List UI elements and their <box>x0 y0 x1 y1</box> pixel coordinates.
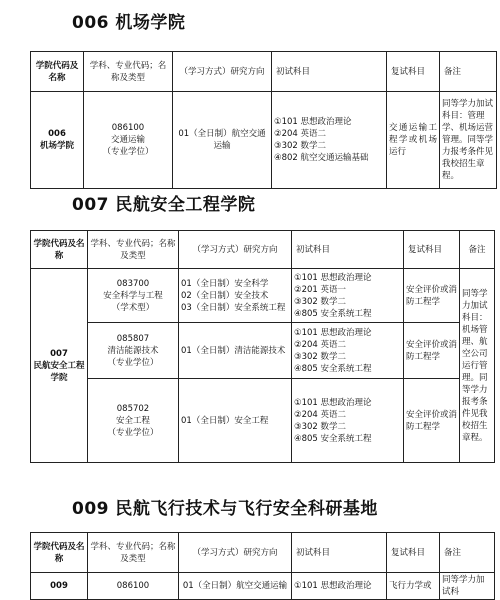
direction-cell: 01（全日制）安全工程 <box>179 379 292 463</box>
subjects-cell <box>292 269 404 323</box>
direction-cell: 01（全日制）清洁能源技术 <box>179 323 292 379</box>
subjects-cell <box>292 323 404 379</box>
major-type: （专业学位） <box>107 357 159 368</box>
header-direction: （学习方式）研究方向 <box>173 52 272 92</box>
major-cell <box>88 323 179 379</box>
table-header-row <box>31 231 495 269</box>
section-title-009: 009 民航飞行技术与飞行安全科研基地 <box>72 499 378 519</box>
table-header-row <box>31 52 497 92</box>
header-major: 学科、专业代码；名称及类型 <box>88 231 179 269</box>
major-code: 086100 <box>111 123 145 133</box>
school-code: 007 <box>50 348 68 359</box>
retest-cell: 安全评价或消防工程学 <box>404 379 460 463</box>
subjects-cell <box>272 92 387 189</box>
direction-cell <box>179 269 292 323</box>
subject-item: ④802 航空交通运输基础 <box>274 153 369 163</box>
table-006 <box>30 51 497 189</box>
school-cell <box>31 92 84 189</box>
table-row <box>31 92 497 189</box>
header-school: 学院代码及名称 <box>31 533 88 573</box>
subject-item: ①101 思想政治理论 <box>294 327 372 338</box>
header-initial: 初试科目 <box>272 52 387 92</box>
subject-item: ②201 英语一 <box>294 284 347 295</box>
major-type: （学术型） <box>111 302 155 313</box>
subject-item: ②204 英语二 <box>294 409 347 420</box>
subject-item: ③302 数学二 <box>294 296 347 307</box>
table-row <box>31 269 495 323</box>
major-name: 交通运输 <box>110 135 145 145</box>
subject-item: ④805 安全系统工程 <box>294 433 372 444</box>
header-direction: （学习方式）研究方向 <box>179 533 292 573</box>
major-cell <box>88 379 179 463</box>
retest-cell: 安全评价或消防工程学 <box>404 323 460 379</box>
subject-item: ①101 思想政治理论 <box>294 272 372 283</box>
header-retest: 复试科目 <box>387 52 440 92</box>
subject-item: ①101 思想政治理论 <box>274 117 352 127</box>
header-major: 学科、专业代码；名称及类型 <box>84 52 173 92</box>
major-name: 安全工程 <box>115 415 150 426</box>
direction-item: 02（全日制）安全技术 <box>181 290 269 301</box>
header-initial: 初试科目 <box>292 533 387 573</box>
major-code: 083700 <box>116 278 150 289</box>
header-major: 学科、专业代码；名称及类型 <box>88 533 179 573</box>
subject-item: ③302 数学二 <box>294 421 347 432</box>
header-retest: 复试科目 <box>404 231 460 269</box>
major-cell <box>88 269 179 323</box>
subject-item: ④805 安全系统工程 <box>294 363 372 374</box>
major-name: 清洁能源技术 <box>107 345 159 356</box>
retest-cell: 安全评价或消防工程学 <box>404 269 460 323</box>
table-row <box>31 323 495 379</box>
major-code: 085702 <box>116 403 150 414</box>
major-cell <box>84 92 173 189</box>
school-code: 006 <box>48 129 66 139</box>
header-school: 学院代码及名称 <box>31 52 84 92</box>
school-code: 009 <box>31 573 88 600</box>
table-row <box>31 573 495 600</box>
major-code: 085807 <box>116 333 150 344</box>
direction-item: 01（全日制）安全科学 <box>181 278 269 289</box>
direction-cell: 01（全日制）航空交通运输 <box>179 573 292 600</box>
school-cell <box>31 269 88 463</box>
note-cell: 同等学力加试科 <box>440 573 495 600</box>
major-name: 安全科学与工程 <box>103 290 163 301</box>
header-note: 备注 <box>440 52 497 92</box>
subject-item: ②204 英语二 <box>294 339 347 350</box>
subject-item: ①101 思想政治理论 <box>294 397 372 408</box>
header-retest: 复试科目 <box>387 533 440 573</box>
subject-item: ④805 安全系统工程 <box>294 308 372 319</box>
major-type: （专业学位） <box>107 427 159 438</box>
note-cell: 同等学力加试科目：机场管理、航空公司运行管理。同等学力报考条件见我校招生章程。 <box>460 269 495 463</box>
direction-cell: 01（全日制）航空交通运输 <box>173 92 272 189</box>
table-row <box>31 379 495 463</box>
retest-cell: 飞行力学或 <box>387 573 440 600</box>
subject-item: ①101 思想政治理论 <box>292 573 387 600</box>
header-note: 备注 <box>460 231 495 269</box>
retest-cell: 交通运输工程学或机场运行 <box>387 92 440 189</box>
school-name: 机场学院 <box>39 141 74 151</box>
header-note: 备注 <box>440 533 495 573</box>
subjects-cell <box>292 379 404 463</box>
section-title-006: 006 机场学院 <box>72 13 186 33</box>
header-initial: 初试科目 <box>292 231 404 269</box>
table-header-row <box>31 533 495 573</box>
section-title-007: 007 民航安全工程学院 <box>72 195 256 215</box>
major-code: 086100 <box>88 573 179 600</box>
note-cell: 同等学力加试科目：管理学、机场运营管理。同等学力报考条件见我校招生章程。 <box>440 92 497 189</box>
subject-item: ③302 数学二 <box>294 351 347 362</box>
table-007 <box>30 230 495 463</box>
subject-item: ②204 英语二 <box>274 129 327 139</box>
major-type: （专业学位） <box>102 147 154 157</box>
subject-item: ③302 数学二 <box>274 141 327 151</box>
direction-item: 03（全日制）安全系统工程 <box>181 302 286 313</box>
school-name: 民航安全工程学院 <box>33 360 85 383</box>
header-direction: （学习方式）研究方向 <box>179 231 292 269</box>
table-009 <box>30 532 495 600</box>
header-school: 学院代码及名称 <box>31 231 88 269</box>
